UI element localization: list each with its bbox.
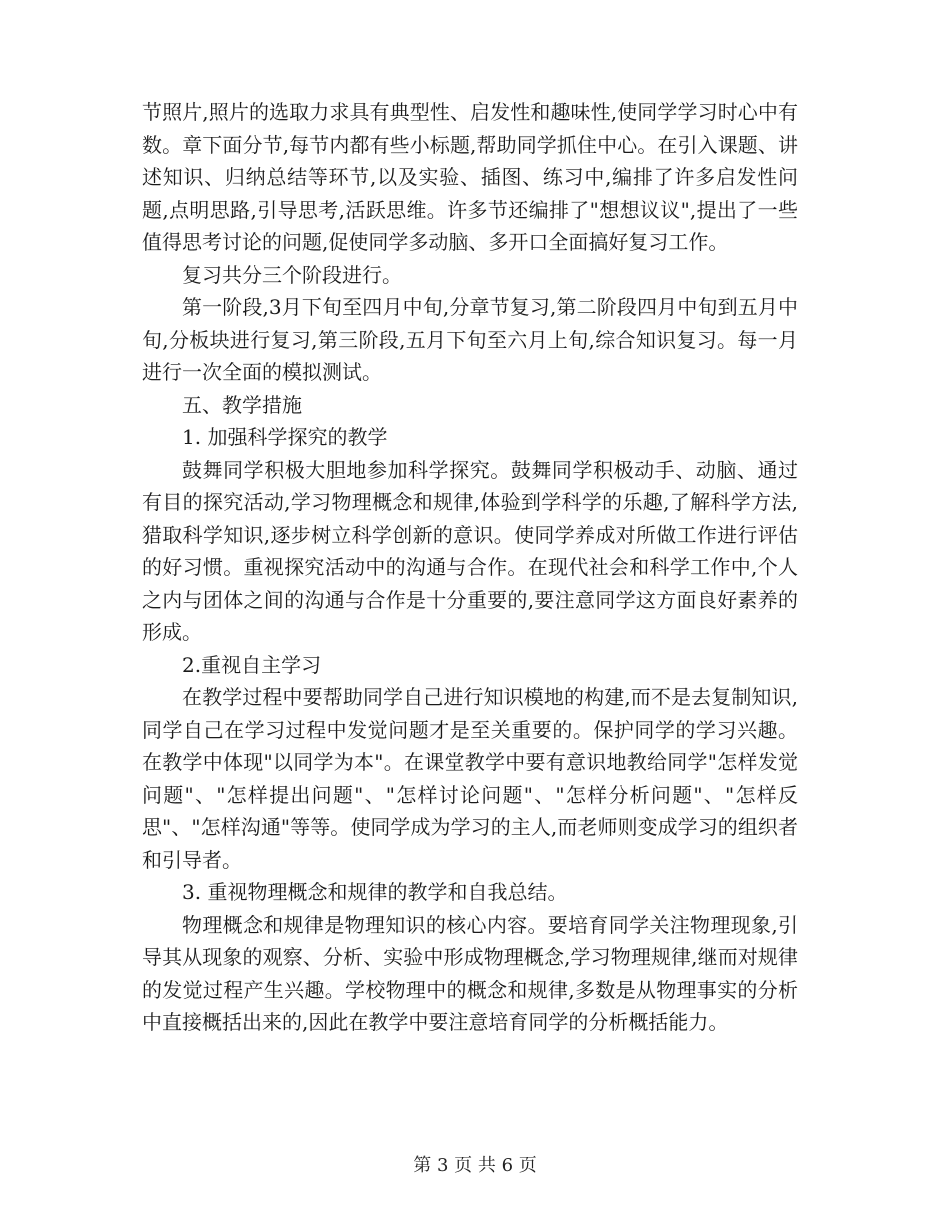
- section-heading-measures: 五、教学措施: [182, 392, 302, 417]
- page-number-footer: 第 3 页 共 6 页: [413, 1155, 537, 1176]
- paragraph-continued: 节照片,照片的选取力求具有典型性、启发性和趣味性,使同学学习时心中有数。章下面分节,每节内都有些小标题,帮助同学抓住中心。在引入课题、讲述知识、归纳总结等环节,以及实验、插图、练习中,编排了许多启发性问题,点明思路,引导思考,活跃思维。许多节还编排了"想想议议",提出了一些值得思考讨论的问题,促使同学多动脑、多开口全面搞好复习工作。: [142, 100, 798, 254]
- paragraph-concepts-laws: 物理概念和规律是物理知识的核心内容。要培育同学关注物理现象,引导其从现象的观察、分析、实验中形成物理概念,学习物理规律,继而对规律的发觉过程产生兴趣。学校物理中的概念和规律,多数是从物理事实的分析中直接概括出来的,因此在教学中要注意培育同学的分析概括能力。: [142, 912, 798, 1034]
- paragraph-review-schedule: 第一阶段,3月下旬至四月中旬,分章节复习,第二阶段四月中旬到五月中旬,分板块进行复习,第三阶段,五月下旬至六月上旬,综合知识复习。每一月进行一次全面的模拟测试。: [142, 295, 798, 384]
- paragraph-science-inquiry: 鼓舞同学积极大胆地参加科学探究。鼓舞同学积极动手、动脑、通过有目的探究活动,学习物理概念和规律,体验到学科学的乐趣,了解科学方法,猎取科学知识,逐步树立科学创新的意识。使同学养成对所做工作进行评估的好习惯。重视探究活动中的沟通与合作。在现代社会和科学工作中,个人之内与团体之间的沟通与合作是十分重要的,要注意同学这方面良好素养的形成。: [142, 457, 798, 644]
- subheading-concepts-laws: 3. 重视物理概念和规律的教学和自我总结。: [182, 880, 568, 904]
- paragraph-review-stages: 复习共分三个阶段进行。: [182, 262, 402, 287]
- subheading-science-inquiry: 1. 加强科学探究的教学: [182, 425, 388, 449]
- paragraph-self-study: 在教学过程中要帮助同学自己进行知识模地的构建,而不是去复制知识,同学自己在学习过程中发觉问题才是至关重要的。保护同学的学习兴趣。在教学中体现"以同学为本"。在课堂教学中要有意识地教给同学"怎样发觉问题"、"怎样提出问题"、"怎样讨论问题"、"怎样分析问题"、"怎样反思"、"怎样沟通"等等。使同学成为学习的主人,而老师则变成学习的组织者和引导者。: [142, 685, 798, 872]
- document-body: [142, 96, 798, 1039]
- subheading-self-study: 2.重视自主学习: [182, 652, 322, 677]
